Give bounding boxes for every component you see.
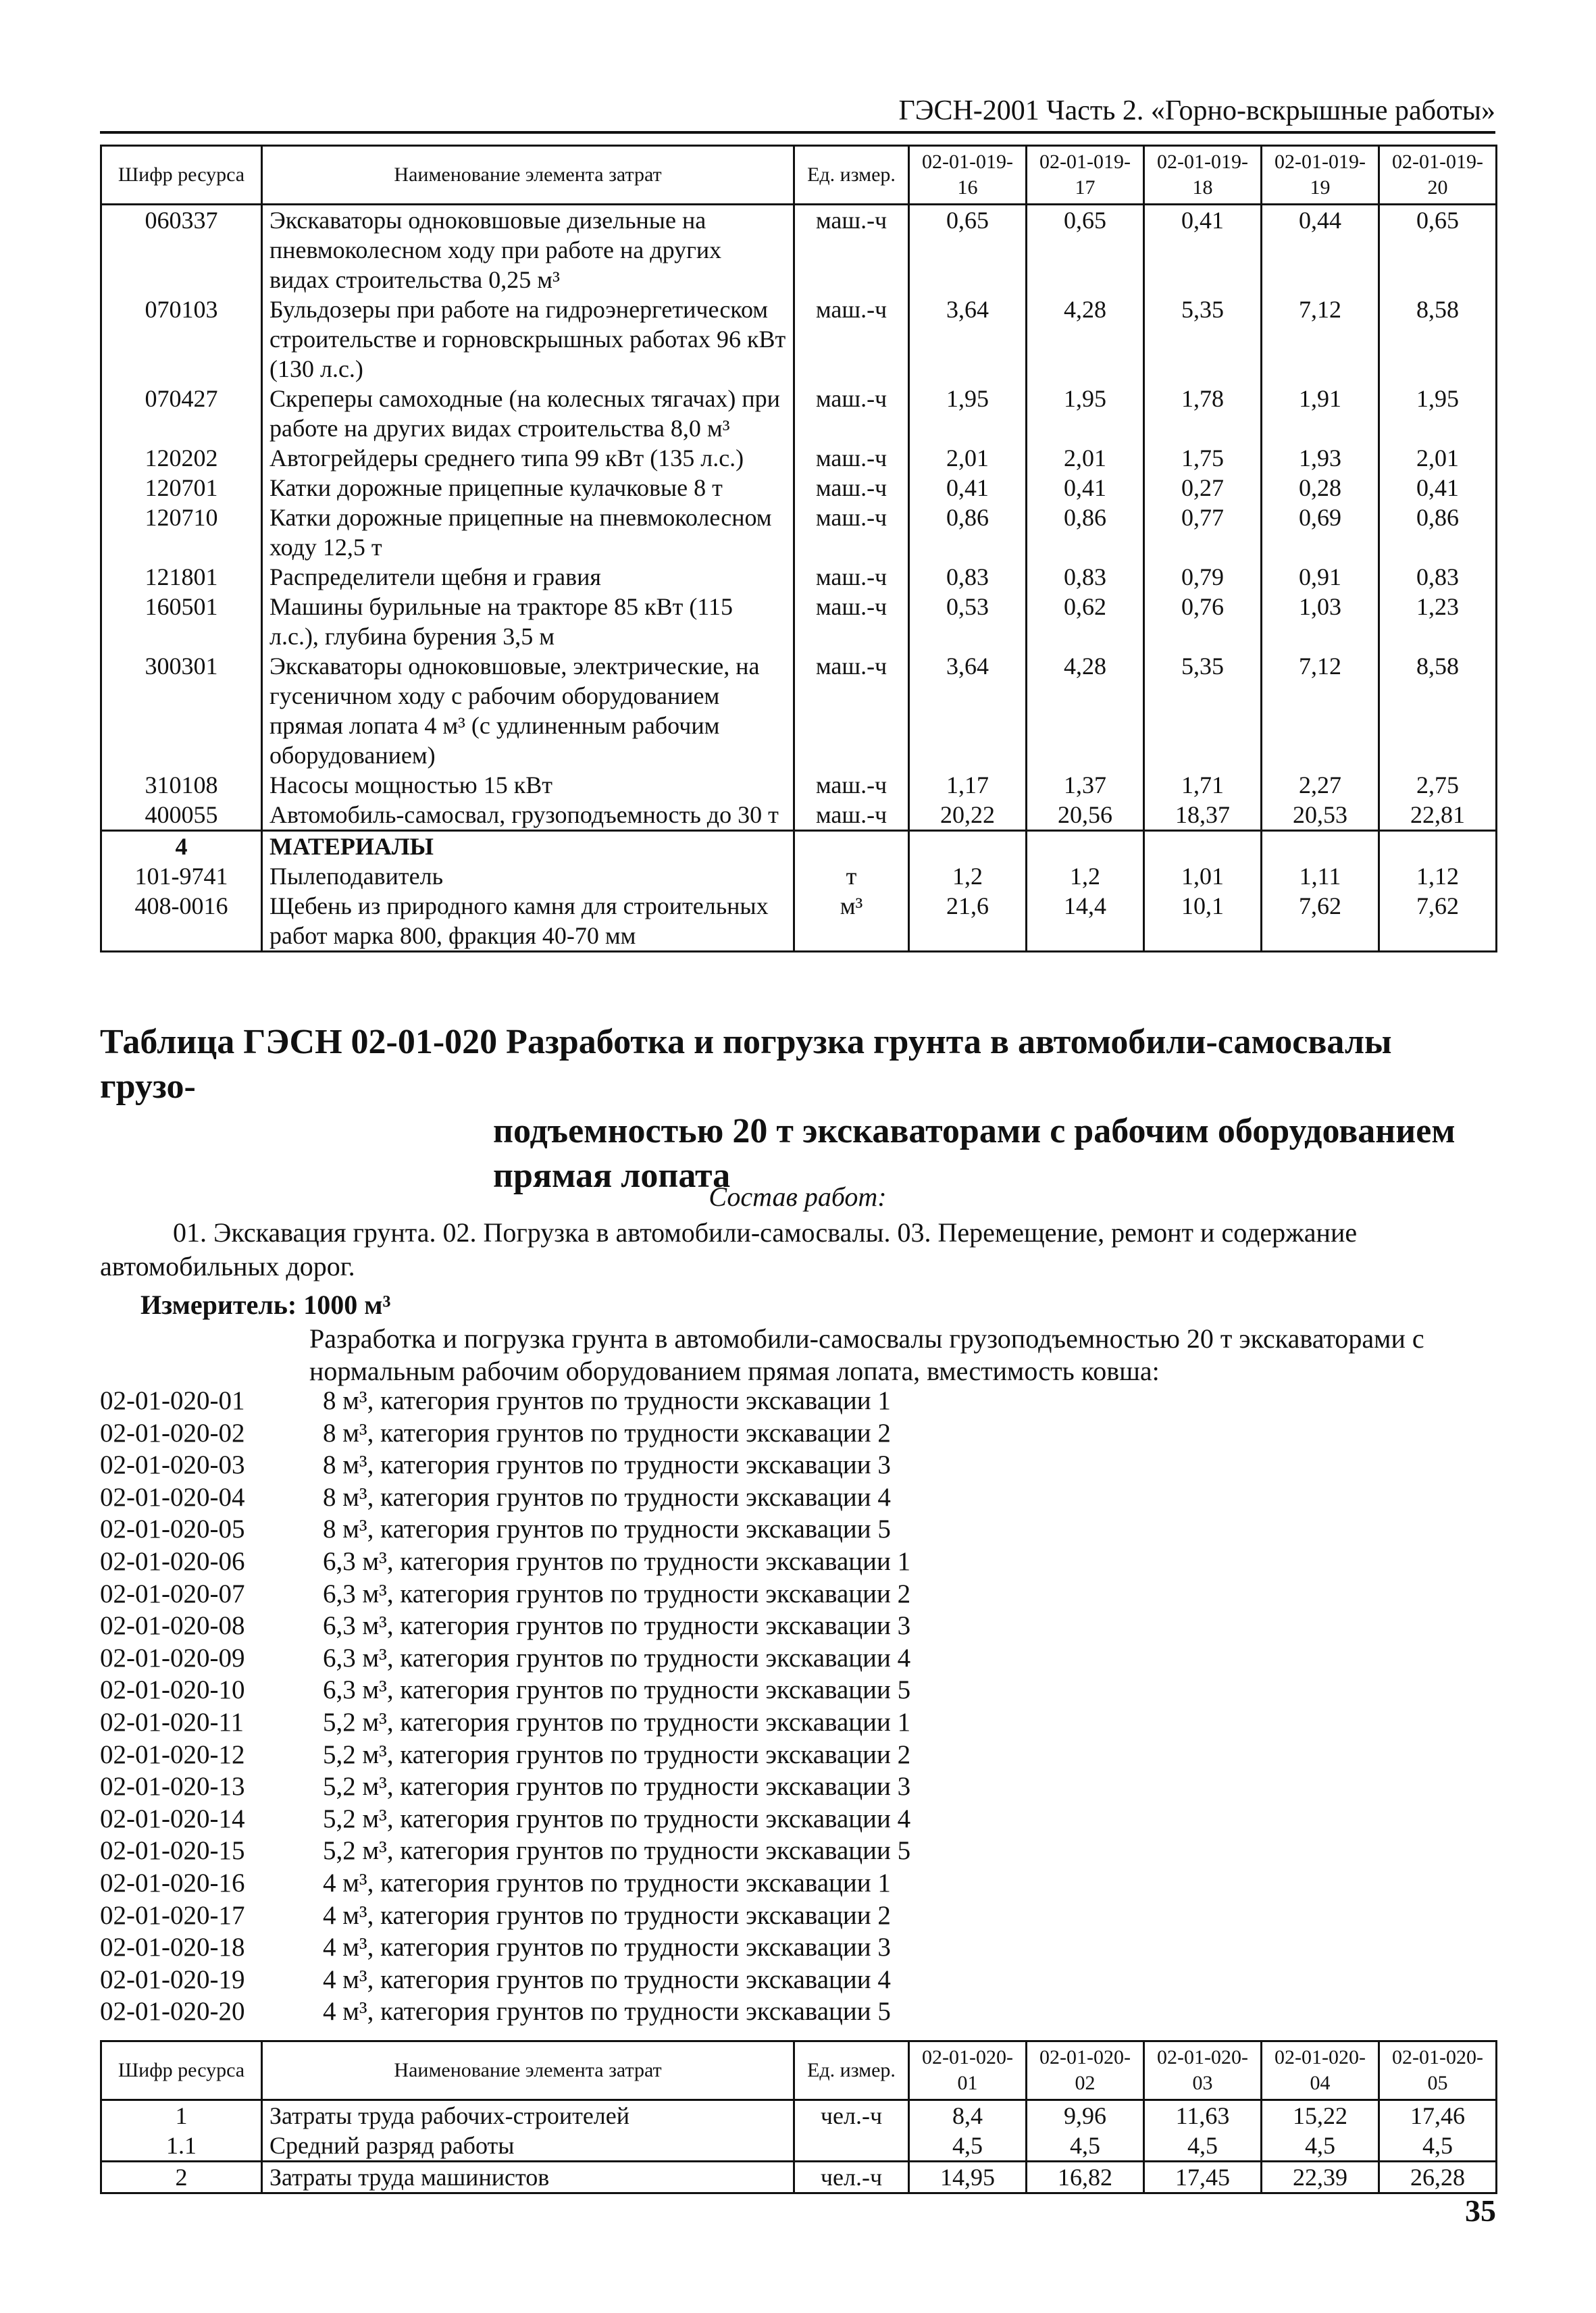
table-row	[101, 891, 1497, 952]
resource-code: 2	[101, 2162, 262, 2193]
value-cell: 16,82	[1027, 2162, 1144, 2193]
table-row	[101, 2162, 1497, 2193]
resource-code: 160501	[101, 592, 262, 651]
norm-description: 4 м³, категория грунтов по трудности экскавации 4	[323, 1964, 891, 1994]
unit-of-measure: м³	[794, 891, 909, 952]
column-header: 02-01-019-18	[1144, 146, 1262, 205]
unit-of-measure: маш.-ч	[794, 473, 909, 503]
norm-description: 6,3 м³, категория грунтов по трудности экскавации 2	[323, 1579, 911, 1608]
value-cell: 0,65	[1027, 205, 1144, 295]
norm-code: 02-01-020-19	[100, 1964, 245, 1994]
value-cell: 26,28	[1379, 2162, 1497, 2193]
value-cell: 21,6	[909, 891, 1027, 952]
value-cell: 1,71	[1144, 770, 1262, 800]
code-list-item	[100, 1996, 1383, 2028]
table-title-line-3: прямая лопата	[493, 1156, 731, 1195]
cost-element-name: Автогрейдеры среднего типа 99 кВт (135 л.с.)	[262, 443, 794, 473]
value-cell: 0,86	[1379, 503, 1497, 562]
column-header: 02-01-019-20	[1379, 146, 1497, 205]
value-cell: 7,12	[1262, 651, 1379, 770]
value-cell: 8,58	[1379, 295, 1497, 384]
value-cell: 2,27	[1262, 770, 1379, 800]
norm-description: 6,3 м³, категория грунтов по трудности экскавации 5	[323, 1675, 911, 1705]
norm-description: 4 м³, категория грунтов по трудности экскавации 3	[323, 1933, 891, 1962]
resource-code: 300301	[101, 651, 262, 770]
cost-element-name: Пылеподавитель	[262, 861, 794, 891]
value-cell: 0,41	[1144, 205, 1262, 295]
value-cell: 4,28	[1027, 651, 1144, 770]
value-cell	[909, 831, 1027, 862]
norm-code: 02-01-020-18	[100, 1933, 245, 1962]
value-cell: 3,64	[909, 295, 1027, 384]
norm-description: 8 м³, категория грунтов по трудности экскавации 1	[323, 1386, 891, 1415]
value-cell: 1,93	[1262, 443, 1379, 473]
cost-element-name: Распределители щебня и гравия	[262, 562, 794, 592]
cost-element-name: Бульдозеры при работе на гидроэнергетическом строительстве и горновскрышных работах 96 кВт (130 л.с.)	[262, 295, 794, 384]
code-list-item	[100, 1835, 1383, 1867]
value-cell: 8,58	[1379, 651, 1497, 770]
value-cell: 0,69	[1262, 503, 1379, 562]
table-title	[100, 1020, 1495, 1198]
resource-table-1	[100, 145, 1497, 952]
table-row	[101, 473, 1497, 503]
value-cell: 0,83	[1379, 562, 1497, 592]
value-cell: 7,12	[1262, 295, 1379, 384]
value-cell: 1,37	[1027, 770, 1144, 800]
value-cell: 1,78	[1144, 384, 1262, 443]
unit-of-measure: маш.-ч	[794, 651, 909, 770]
value-cell: 0,53	[909, 592, 1027, 651]
code-list-item	[100, 1739, 1383, 1771]
resource-code: 1.1	[101, 2131, 262, 2162]
unit-of-measure: т	[794, 861, 909, 891]
value-cell: 22,39	[1262, 2162, 1379, 2193]
value-cell	[1144, 831, 1262, 862]
work-composition-label: Состав работ:	[709, 1181, 887, 1212]
value-cell	[1262, 831, 1379, 862]
value-cell: 1,03	[1262, 592, 1379, 651]
norm-code: 02-01-020-04	[100, 1482, 245, 1512]
norm-description: 8 м³, категория грунтов по трудности экскавации 3	[323, 1450, 891, 1480]
column-header: Шифр ресурса	[101, 146, 262, 205]
norm-code: 02-01-020-16	[100, 1868, 245, 1898]
norm-description: 6,3 м³, категория грунтов по трудности экскавации 3	[323, 1611, 911, 1641]
value-cell: 1,95	[1379, 384, 1497, 443]
value-cell: 0,65	[1379, 205, 1497, 295]
intro-text: Разработка и погрузка грунта в автомобили-самосвалы грузоподъемностью 20 т экскаваторами с нормальным рабочим оборудованием прямая лопата, вместимость ковша:	[309, 1323, 1424, 1386]
unit-of-measure	[794, 831, 909, 862]
cost-element-name: Катки дорожные прицепные на пневмоколесном ходу 12,5 т	[262, 503, 794, 562]
norm-description: 8 м³, категория грунтов по трудности экскавации 2	[323, 1418, 891, 1448]
cost-element-name: Скреперы самоходные (на колесных тягачах) при работе на других видах строительства 8,0 м³	[262, 384, 794, 443]
value-cell: 1,95	[1027, 384, 1144, 443]
resource-code: 060337	[101, 205, 262, 295]
value-cell: 4,28	[1027, 295, 1144, 384]
norm-code: 02-01-020-01	[100, 1386, 245, 1415]
norm-description: 4 м³, категория грунтов по трудности экскавации 5	[323, 1997, 891, 2027]
value-cell: 20,56	[1027, 800, 1144, 831]
norm-description: 6,3 м³, категория грунтов по трудности экскавации 1	[323, 1546, 911, 1576]
cost-element-name: Затраты труда рабочих-строителей	[262, 2100, 794, 2131]
cost-element-name: Насосы мощностью 15 кВт	[262, 770, 794, 800]
value-cell: 2,01	[1379, 443, 1497, 473]
column-header: 02-01-020-02	[1027, 2041, 1144, 2100]
cost-element-name: МАТЕРИАЛЫ	[262, 831, 794, 862]
code-list-item	[100, 1674, 1383, 1706]
resource-code: 310108	[101, 770, 262, 800]
value-cell: 0,86	[1027, 503, 1144, 562]
norm-description: 5,2 м³, категория грунтов по трудности экскавации 4	[323, 1804, 911, 1833]
value-cell: 0,76	[1144, 592, 1262, 651]
value-cell: 0,41	[909, 473, 1027, 503]
column-header: 02-01-020-04	[1262, 2041, 1379, 2100]
cost-element-name: Щебень из природного камня для строительных работ марка 800, фракция 40-70 мм	[262, 891, 794, 952]
unit-of-measure: маш.-ч	[794, 205, 909, 295]
resource-code: 4	[101, 831, 262, 862]
value-cell: 20,53	[1262, 800, 1379, 831]
value-cell: 0,41	[1027, 473, 1144, 503]
cost-element-name: Затраты труда машинистов	[262, 2162, 794, 2193]
norm-description: 5,2 м³, категория грунтов по трудности экскавации 5	[323, 1836, 911, 1866]
value-cell: 4,5	[1379, 2131, 1497, 2162]
norm-code: 02-01-020-05	[100, 1515, 245, 1544]
table-row	[101, 2131, 1497, 2162]
value-cell: 0,79	[1144, 562, 1262, 592]
value-cell: 15,22	[1262, 2100, 1379, 2131]
unit-of-measure: маш.-ч	[794, 384, 909, 443]
resource-code: 400055	[101, 800, 262, 831]
resource-code: 1	[101, 2100, 262, 2131]
resource-code: 101-9741	[101, 861, 262, 891]
code-list-item	[100, 1449, 1383, 1481]
code-list-item	[100, 1900, 1383, 1932]
cost-element-name: Экскаваторы одноковшовые дизельные на пневмоколесном ходу при работе на других видах строительства 0,25 м³	[262, 205, 794, 295]
table-row	[101, 205, 1497, 295]
unit-of-measure: маш.-ч	[794, 503, 909, 562]
work-composition-text: 01. Экскавация грунта. 02. Погрузка в автомобили-самосвалы. 03. Перемещение, ремонт и содержание автомобильных дорог.	[100, 1217, 1358, 1281]
value-cell	[1027, 831, 1144, 862]
table-row	[101, 443, 1497, 473]
unit-of-measure: маш.-ч	[794, 770, 909, 800]
code-list-item	[100, 1578, 1383, 1610]
column-header: 02-01-019-17	[1027, 146, 1144, 205]
resource-code: 070103	[101, 295, 262, 384]
table-row	[101, 770, 1497, 800]
table-row	[101, 503, 1497, 562]
norm-code: 02-01-020-17	[100, 1900, 245, 1930]
code-list-item	[100, 1803, 1383, 1835]
value-cell: 1,2	[1027, 861, 1144, 891]
value-cell: 14,95	[909, 2162, 1027, 2193]
value-cell: 5,35	[1144, 651, 1262, 770]
resource-code: 120701	[101, 473, 262, 503]
unit-of-measure	[794, 2131, 909, 2162]
cost-element-name: Экскаваторы одноковшовые, электрические, на гусеничном ходу с рабочим оборудованием прямая лопата 4 м³ (с удлиненным рабочим оборудованием)	[262, 651, 794, 770]
norm-description: 4 м³, категория грунтов по трудности экскавации 1	[323, 1868, 891, 1898]
resource-code: 120710	[101, 503, 262, 562]
value-cell: 10,1	[1144, 891, 1262, 952]
resource-code: 408-0016	[101, 891, 262, 952]
value-cell: 0,83	[1027, 562, 1144, 592]
code-list	[100, 1385, 1383, 2028]
value-cell: 2,01	[1027, 443, 1144, 473]
value-cell: 2,01	[909, 443, 1027, 473]
table-row	[101, 800, 1497, 831]
unit-of-measure: маш.-ч	[794, 443, 909, 473]
value-cell: 18,37	[1144, 800, 1262, 831]
resource-code: 070427	[101, 384, 262, 443]
code-list-item	[100, 1417, 1383, 1450]
table-row	[101, 384, 1497, 443]
running-header: ГЭСН-2001 Часть 2. «Горно-вскрышные работы»	[100, 95, 1495, 134]
resource-code: 121801	[101, 562, 262, 592]
table-row	[101, 562, 1497, 592]
code-list-item	[100, 1964, 1383, 1996]
unit-of-measure: маш.-ч	[794, 800, 909, 831]
code-list-item	[100, 1931, 1383, 1964]
value-cell: 0,62	[1027, 592, 1144, 651]
code-list-item	[100, 1771, 1383, 1803]
norm-code: 02-01-020-15	[100, 1836, 245, 1866]
code-list-item	[100, 1867, 1383, 1900]
value-cell: 3,64	[909, 651, 1027, 770]
norm-code: 02-01-020-03	[100, 1450, 245, 1480]
value-cell: 1,17	[909, 770, 1027, 800]
value-cell: 4,5	[1027, 2131, 1144, 2162]
norm-code: 02-01-020-09	[100, 1643, 245, 1673]
table-row	[101, 861, 1497, 891]
value-cell: 0,77	[1144, 503, 1262, 562]
code-list-item	[100, 1385, 1383, 1417]
unit-of-measure: маш.-ч	[794, 295, 909, 384]
norm-code: 02-01-020-06	[100, 1546, 245, 1576]
code-list-item	[100, 1706, 1383, 1739]
value-cell: 9,96	[1027, 2100, 1144, 2131]
column-header: 02-01-020-05	[1379, 2041, 1497, 2100]
norm-description: 8 м³, категория грунтов по трудности экскавации 4	[323, 1482, 891, 1512]
value-cell: 4,5	[1262, 2131, 1379, 2162]
value-cell: 17,45	[1144, 2162, 1262, 2193]
norm-code: 02-01-020-12	[100, 1739, 245, 1769]
code-list-item	[100, 1513, 1383, 1546]
norm-code: 02-01-020-08	[100, 1611, 245, 1641]
unit-of-measure: маш.-ч	[794, 592, 909, 651]
column-header: 02-01-019-16	[909, 146, 1027, 205]
value-cell: 7,62	[1379, 891, 1497, 952]
cost-element-name: Средний разряд работы	[262, 2131, 794, 2162]
cost-element-name: Автомобиль-самосвал, грузоподъемность до 30 т	[262, 800, 794, 831]
value-cell: 0,27	[1144, 473, 1262, 503]
value-cell: 20,22	[909, 800, 1027, 831]
table-row	[101, 2100, 1497, 2131]
value-cell: 1,11	[1262, 861, 1379, 891]
unit-of-measure: чел.-ч	[794, 2162, 909, 2193]
norm-code: 02-01-020-11	[100, 1707, 244, 1737]
value-cell	[1379, 831, 1497, 862]
value-cell: 17,46	[1379, 2100, 1497, 2131]
value-cell: 4,5	[909, 2131, 1027, 2162]
value-cell: 1,2	[909, 861, 1027, 891]
table-row	[101, 295, 1497, 384]
norm-description: 8 м³, категория грунтов по трудности экскавации 5	[323, 1515, 891, 1544]
norm-code: 02-01-020-14	[100, 1804, 245, 1833]
value-cell: 22,81	[1379, 800, 1497, 831]
column-header: Наименование элемента затрат	[262, 146, 794, 205]
table-row	[101, 651, 1497, 770]
value-cell: 1,01	[1144, 861, 1262, 891]
page-number: 35	[1465, 2193, 1496, 2228]
value-cell: 4,5	[1144, 2131, 1262, 2162]
norm-description: 5,2 м³, категория грунтов по трудности экскавации 2	[323, 1739, 911, 1769]
resource-table-2	[100, 2040, 1497, 2194]
value-cell: 1,23	[1379, 592, 1497, 651]
value-cell: 0,28	[1262, 473, 1379, 503]
unit-of-measure: чел.-ч	[794, 2100, 909, 2131]
code-list-item	[100, 1546, 1383, 1578]
norm-description: 6,3 м³, категория грунтов по трудности экскавации 4	[323, 1643, 911, 1673]
resource-code: 120202	[101, 443, 262, 473]
norm-code: 02-01-020-10	[100, 1675, 245, 1705]
measure-unit: Измеритель: 1000 м³	[140, 1290, 391, 1320]
value-cell: 0,91	[1262, 562, 1379, 592]
value-cell: 14,4	[1027, 891, 1144, 952]
value-cell: 0,41	[1379, 473, 1497, 503]
norm-description: 4 м³, категория грунтов по трудности экскавации 2	[323, 1900, 891, 1930]
unit-of-measure: маш.-ч	[794, 562, 909, 592]
column-header: 02-01-019-19	[1262, 146, 1379, 205]
code-list-item	[100, 1481, 1383, 1514]
value-cell: 1,75	[1144, 443, 1262, 473]
norm-code: 02-01-020-13	[100, 1772, 245, 1802]
cost-element-name: Катки дорожные прицепные кулачковые 8 т	[262, 473, 794, 503]
code-list-item	[100, 1642, 1383, 1675]
norm-code: 02-01-020-02	[100, 1418, 245, 1448]
column-header: 02-01-020-01	[909, 2041, 1027, 2100]
norm-code: 02-01-020-07	[100, 1579, 245, 1608]
table-row	[101, 592, 1497, 651]
norm-description: 5,2 м³, категория грунтов по трудности экскавации 3	[323, 1772, 911, 1802]
column-header: 02-01-020-03	[1144, 2041, 1262, 2100]
value-cell: 0,83	[909, 562, 1027, 592]
norm-description: 5,2 м³, категория грунтов по трудности экскавации 1	[323, 1707, 911, 1737]
table-title-line-1: Таблица ГЭСН 02-01-020 Разработка и погрузка грунта в автомобили-самосвалы грузо-	[100, 1023, 1392, 1106]
value-cell: 0,65	[909, 205, 1027, 295]
value-cell: 2,75	[1379, 770, 1497, 800]
value-cell: 0,44	[1262, 205, 1379, 295]
value-cell: 11,63	[1144, 2100, 1262, 2131]
value-cell: 7,62	[1262, 891, 1379, 952]
value-cell: 5,35	[1144, 295, 1262, 384]
value-cell: 1,12	[1379, 861, 1497, 891]
value-cell: 0,86	[909, 503, 1027, 562]
table-title-line-2: подъемностью 20 т экскаваторами с рабочим оборудованием	[493, 1112, 1456, 1150]
column-header: Шифр ресурса	[101, 2041, 262, 2100]
column-header: Наименование элемента затрат	[262, 2041, 794, 2100]
norm-code: 02-01-020-20	[100, 1997, 245, 2027]
column-header: Ед. измер.	[794, 2041, 909, 2100]
value-cell: 1,91	[1262, 384, 1379, 443]
value-cell: 8,4	[909, 2100, 1027, 2131]
value-cell: 1,95	[909, 384, 1027, 443]
code-list-item	[100, 1610, 1383, 1642]
table-row	[101, 831, 1497, 862]
column-header: Ед. измер.	[794, 146, 909, 205]
cost-element-name: Машины бурильные на тракторе 85 кВт (115 л.с.), глубина бурения 3,5 м	[262, 592, 794, 651]
